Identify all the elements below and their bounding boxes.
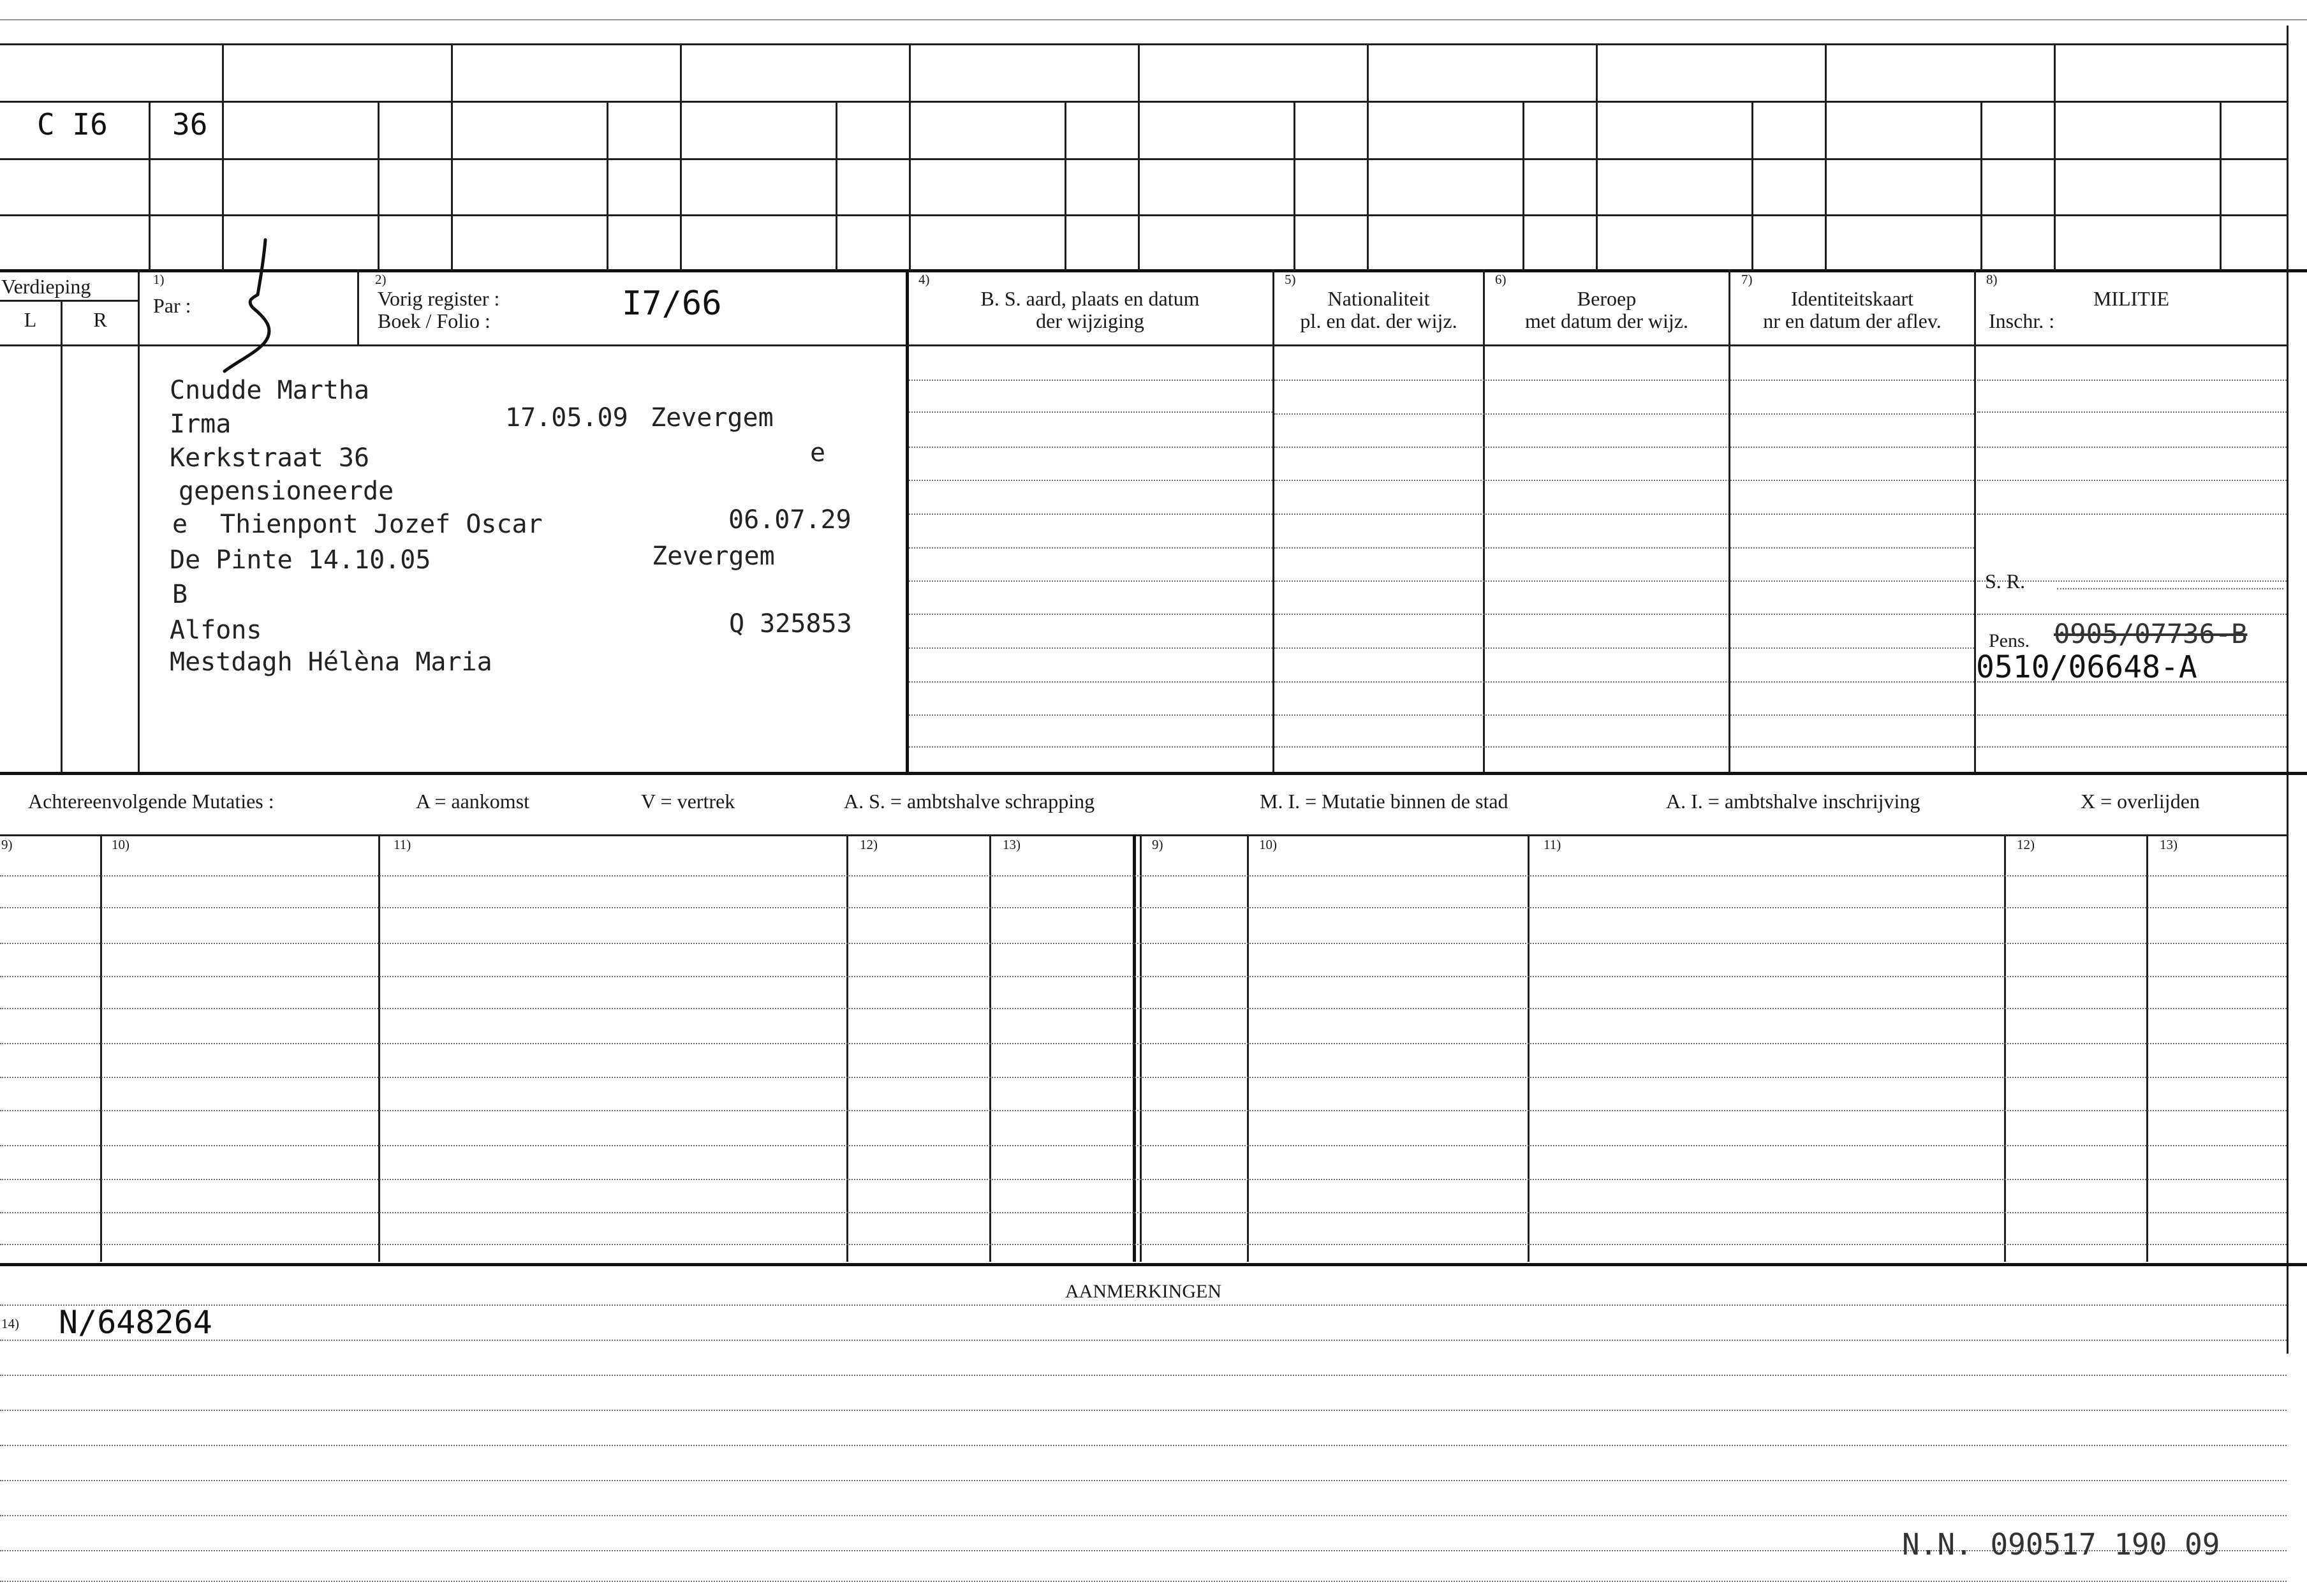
mutaties-title: Achtereenvolgende Mutaties :	[28, 790, 274, 813]
card-number: 36	[172, 107, 208, 142]
col4-line2: der wijziging	[1036, 309, 1144, 332]
pens-number: 0510/06648-A	[1976, 649, 2197, 685]
spouse-birth: De Pinte 14.10.05	[170, 545, 431, 575]
id-number: Q 325853	[729, 609, 852, 639]
mut-col-9b: 9)	[1152, 837, 1163, 852]
person-name: Cnudde Martha	[170, 376, 370, 405]
birth-place: Zevergem	[651, 403, 774, 432]
legend-aankomst: A = aankomst	[416, 790, 530, 813]
legend-inschrijving: A. I. = ambtshalve inschrijving	[1666, 790, 1920, 813]
col2-line1: Vorig register :	[378, 287, 500, 310]
pens-struck-number: 0905/07736-B	[2054, 618, 2248, 649]
mut-col-9: 9)	[1, 837, 13, 852]
block-code: C I6	[37, 107, 108, 142]
mother-name: Mestdagh Hélèna Maria	[170, 647, 492, 677]
legend-schrapping: A. S. = ambtshalve schrapping	[844, 790, 1095, 813]
col5-line1: Nationaliteit	[1327, 287, 1430, 310]
par-mark-text	[0, 0, 1, 1]
legend-mutatie-stad: M. I. = Mutatie binnen de stad	[1260, 790, 1508, 813]
par-handwritten-mark	[210, 236, 313, 376]
col5-line2: pl. en dat. der wijz.	[1300, 309, 1457, 332]
col8-number: 8)	[1986, 272, 1998, 287]
col7-line1: Identiteitskaart	[1791, 287, 1913, 310]
mut-col-10b: 10)	[1259, 837, 1277, 852]
col5-number: 5)	[1285, 272, 1296, 287]
verdieping-left: L	[24, 308, 37, 331]
mut-col-12: 12)	[860, 837, 878, 852]
aanmerkingen-title: AANMERKINGEN	[1065, 1281, 1221, 1302]
col7-line2: nr en datum der aflev.	[1763, 309, 1942, 332]
col2-line2: Boek / Folio :	[378, 309, 490, 332]
spouse-prefix: e	[172, 510, 188, 539]
birth-date: 17.05.09	[505, 403, 628, 432]
address-suffix: e	[810, 438, 826, 468]
father-name: Alfons	[170, 616, 262, 645]
col6-line1: Beroep	[1577, 287, 1637, 310]
mut-col-11b: 11)	[1544, 837, 1561, 852]
national-number: N.N. 090517 190 09	[1902, 1527, 2220, 1562]
verdieping-right: R	[93, 308, 107, 331]
spouse-name: Thienpont Jozef Oscar	[220, 510, 543, 539]
sr-label: S. R.	[1985, 570, 2026, 593]
col4-number: 4)	[918, 272, 930, 287]
militie-title: MILITIE	[2093, 287, 2170, 310]
mut-col-13: 13)	[1003, 837, 1021, 852]
aanmerkingen-number: 14)	[1, 1316, 19, 1331]
inschr-label: Inschr. :	[1989, 309, 2055, 332]
person-line-b: B	[172, 580, 188, 609]
col4-line1: B. S. aard, plaats en datum	[980, 287, 1200, 310]
mut-col-11: 11)	[394, 837, 411, 852]
legend-vertrek: V = vertrek	[641, 790, 735, 813]
mut-col-10: 10)	[112, 837, 129, 852]
aanmerkingen-value: N/648264	[59, 1304, 212, 1341]
col6-line2: met datum der wijz.	[1525, 309, 1688, 332]
person-occupation: gepensioneerde	[179, 477, 394, 506]
pens-label: Pens.	[1989, 630, 2030, 651]
legend-overlijden: X = overlijden	[2081, 790, 2200, 813]
previous-register-value: I7/66	[622, 284, 722, 323]
marriage-place: Zevergem	[652, 542, 775, 571]
col1-label: Par :	[153, 294, 191, 317]
mut-col-13b: 13)	[2160, 837, 2178, 852]
sr-field-line	[2057, 588, 2283, 589]
person-address: Kerkstraat 36	[170, 443, 370, 473]
col2-number: 2)	[375, 272, 387, 287]
marriage-date: 06.07.29	[728, 505, 851, 535]
verdieping-label: Verdieping	[1, 275, 91, 298]
col1-number: 1)	[153, 272, 165, 287]
mut-col-12b: 12)	[2017, 837, 2035, 852]
col6-number: 6)	[1495, 272, 1507, 287]
person-given-name: Irma	[170, 410, 232, 439]
col7-number: 7)	[1741, 272, 1753, 287]
